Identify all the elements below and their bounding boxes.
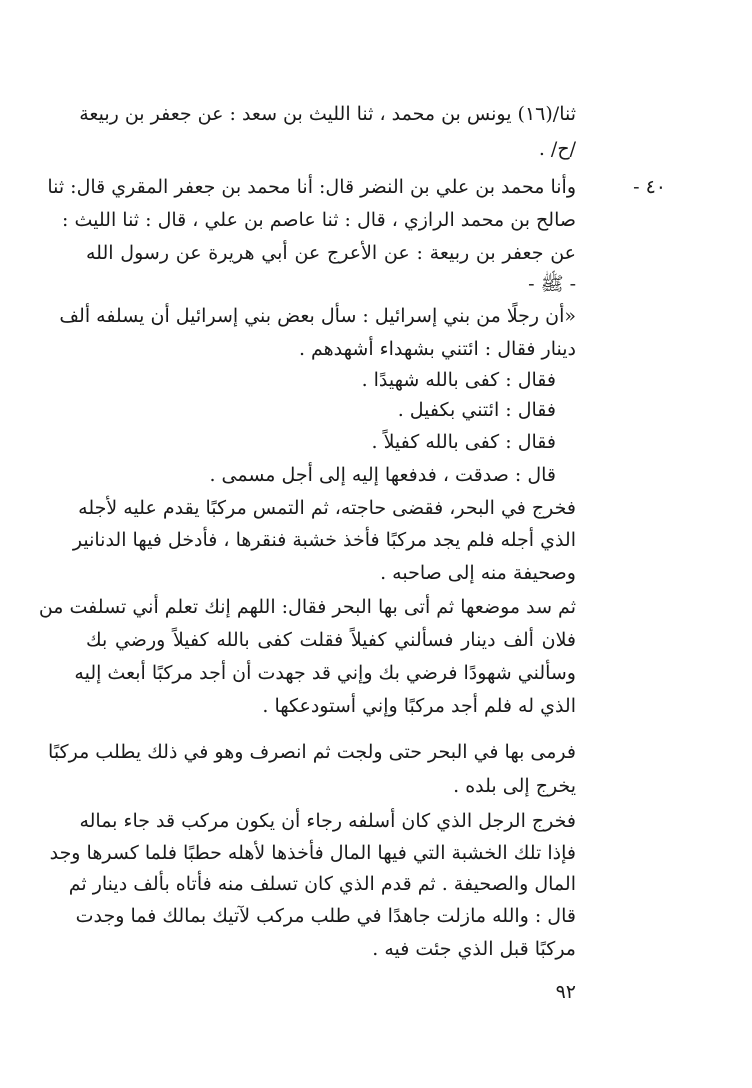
text-line: عن جعفر بن ربيعة : عن الأعرج عن أبي هريرة عن رسول الله	[86, 242, 576, 264]
text-line: فخرج الرجل الذي كان أسلفه رجاء أن يكون مركب قد جاء بماله	[79, 810, 576, 832]
text-line: فقال : كفى بالله كفيلاً .	[371, 431, 556, 453]
text-line: دينار فقال : ائتني بشهداء أشهدهم .	[298, 338, 576, 360]
text-line: فقال : ائتني بكفيل .	[397, 399, 556, 421]
text-line: فإذا تلك الخشبة التي فيها المال فأخذها لأهله حطبًا فلما كسرها وجد	[49, 842, 576, 864]
text-line: وسألني شهودًا فرضي بك وإني قد جهدت أن أجد مركبًا أبعث إليه	[74, 662, 576, 684]
text-line: «أن رجلًا من بني إسرائيل : سأل بعض بني إسرائيل أن يسلفه ألف	[59, 305, 576, 327]
text-line: وصحيفة منه إلى صاحبه .	[380, 562, 576, 584]
hadith-number: ٤٠ -	[633, 176, 666, 198]
page-number: ٩٢	[555, 981, 576, 1003]
text-line: /ح/ .	[538, 138, 576, 160]
text-line: قال : والله مازلت جاهدًا في طلب مركب لآتيك بمالك فما وجدت	[75, 905, 576, 927]
text-line: المال والصحيفة . ثم قدم الذي كان تسلف منه فأتاه بألف دينار ثم	[68, 873, 576, 895]
text-line: الذي أجله فلم يجد مركبًا فأخذ خشبة فنقرها ، فأدخل فيها الدنانير	[72, 529, 576, 551]
text-line: ثم سد موضعها ثم أتى بها البحر فقال: اللهم إنك تعلم أني تسلفت من	[38, 596, 576, 618]
text-line: فخرج في البحر، فقضى حاجته، ثم التمس مركبًا يقدم عليه لأجله	[78, 497, 576, 519]
text-line: قال : صدقت ، فدفعها إليه إلى أجل مسمى .	[209, 464, 556, 486]
text-line: ثنا/(١٦) يونس بن محمد ، ثنا الليث بن سعد : عن جعفر بن ربيعة	[79, 103, 576, 125]
text-line: وأنا محمد بن علي بن النضر قال: أنا محمد بن جعفر المقري قال: ثنا	[47, 176, 576, 198]
text-line: صالح بن محمد الرازي ، قال : ثنا عاصم بن علي ، قال : ثنا الليث :	[62, 209, 576, 231]
text-line: الذي له فلم أجد مركبًا وإني أستودعكها .	[262, 695, 576, 717]
text-line: - ﷺ -	[528, 273, 576, 295]
text-line: فرمى بها في البحر حتى ولجت ثم انصرف وهو في ذلك يطلب مركبًا	[48, 741, 576, 763]
text-line: مركبًا قبل الذي جئت فيه .	[372, 938, 576, 960]
text-line: فلان ألف دينار فسألني كفيلاً فقلت كفى بالله كفيلاً ورضي بك	[86, 629, 576, 651]
text-line: فقال : كفى بالله شهيدًا .	[361, 369, 556, 391]
text-line: يخرج إلى بلده .	[453, 775, 576, 797]
